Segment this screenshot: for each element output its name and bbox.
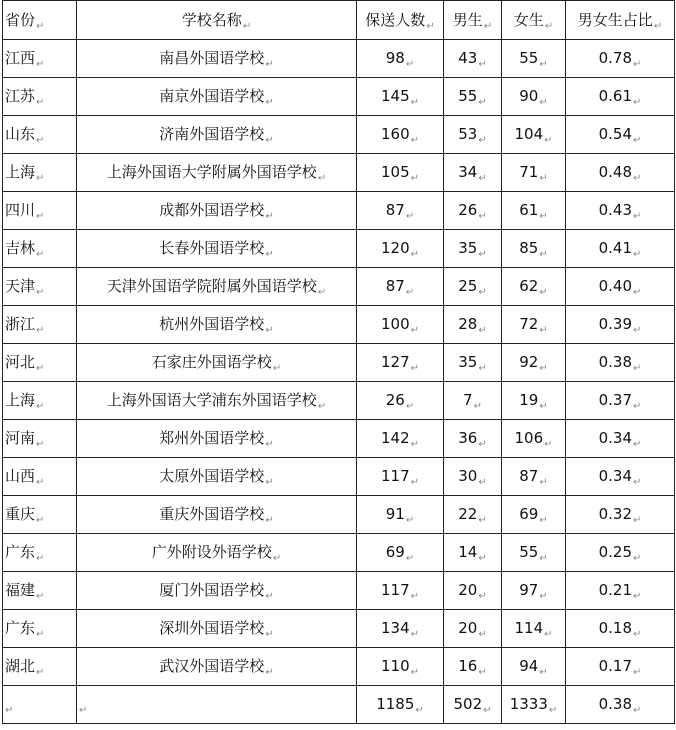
table-row <box>3 192 675 230</box>
paragraph-mark-icon: ↵ <box>265 515 274 526</box>
paragraph-mark-icon: ↵ <box>410 591 420 602</box>
province-cell: 天津↵ <box>3 268 77 306</box>
female-count-cell: 106↵ <box>502 420 566 458</box>
admitted-count-cell: 91↵ <box>357 496 444 534</box>
school-name-cell: 杭州外国语学校↵ <box>77 306 357 344</box>
paragraph-mark-icon: ↵ <box>36 135 45 146</box>
paragraph-mark-icon: ↵ <box>36 363 45 374</box>
paragraph-mark-icon: ↵ <box>410 439 420 450</box>
school-name-cell: 厦门外国语学校↵ <box>77 572 357 610</box>
province-cell: 福建↵ <box>3 572 77 610</box>
female-count-cell: 97↵ <box>502 572 566 610</box>
paragraph-mark-icon: ↵ <box>633 515 642 526</box>
paragraph-mark-icon: ↵ <box>478 249 487 260</box>
male-count-cell: 22↵ <box>444 496 502 534</box>
table-row <box>3 154 675 192</box>
admitted-count-cell: 105↵ <box>357 154 444 192</box>
paragraph-mark-icon: ↵ <box>36 439 45 450</box>
paragraph-mark-icon: ↵ <box>539 553 548 564</box>
paragraph-mark-icon: ↵ <box>36 667 45 678</box>
female-count-cell: 19↵ <box>502 382 566 420</box>
male-count-cell: 28↵ <box>444 306 502 344</box>
male-count-cell: 20↵ <box>444 572 502 610</box>
header-province: 省份↵ <box>3 1 77 40</box>
province-cell: 湖北↵ <box>3 648 77 686</box>
province-cell: 江西↵ <box>3 40 77 78</box>
male-count-cell: 35↵ <box>444 344 502 382</box>
paragraph-mark-icon: ↵ <box>478 477 487 488</box>
table-row <box>3 116 675 154</box>
paragraph-mark-icon: ↵ <box>633 59 642 70</box>
school-name-cell: 上海外国语大学附属外国语学校↵ <box>77 154 357 192</box>
paragraph-mark-icon: ↵ <box>539 59 548 70</box>
paragraph-mark-icon: ↵ <box>405 515 415 526</box>
admitted-count-cell: 26↵ <box>357 382 444 420</box>
ratio-cell: 0.43↵ <box>566 192 675 230</box>
paragraph-mark-icon: ↵ <box>405 553 415 564</box>
paragraph-mark-icon: ↵ <box>36 401 45 412</box>
paragraph-mark-icon: ↵ <box>478 591 487 602</box>
ratio-cell: 0.18↵ <box>566 610 675 648</box>
ratio-cell: 0.34↵ <box>566 458 675 496</box>
header-male: 男生↵ <box>444 1 502 40</box>
paragraph-mark-icon: ↵ <box>633 629 642 640</box>
table-row <box>3 230 675 268</box>
admitted-count-cell: 142↵ <box>357 420 444 458</box>
admitted-count-cell: 117↵ <box>357 572 444 610</box>
paragraph-mark-icon: ↵ <box>265 667 274 678</box>
table-row <box>3 268 675 306</box>
paragraph-mark-icon: ↵ <box>633 401 642 412</box>
table-row <box>3 534 675 572</box>
paragraph-mark-icon: ↵ <box>317 401 327 412</box>
paragraph-mark-icon: ↵ <box>265 97 274 108</box>
total-admitted-count: 1185↵ <box>357 686 444 724</box>
male-count-cell: 36↵ <box>444 420 502 458</box>
paragraph-mark-icon: ↵ <box>633 135 642 146</box>
paragraph-mark-icon: ↵ <box>478 439 487 450</box>
table-header-row <box>3 1 675 40</box>
table-row <box>3 382 675 420</box>
school-name-cell: 天津外国语学院附属外国语学校↵ <box>77 268 357 306</box>
total-female: 1333↵ <box>502 686 566 724</box>
paragraph-mark-icon: ↵ <box>265 629 274 640</box>
paragraph-mark-icon: ↵ <box>539 477 548 488</box>
paragraph-mark-icon: ↵ <box>265 477 274 488</box>
paragraph-mark-icon: ↵ <box>265 249 274 260</box>
paragraph-mark-icon: ↵ <box>478 97 487 108</box>
school-name-cell: 济南外国语学校↵ <box>77 116 357 154</box>
school-name-cell: 郑州外国语学校↵ <box>77 420 357 458</box>
admitted-count-cell: 160↵ <box>357 116 444 154</box>
province-cell: 重庆↵ <box>3 496 77 534</box>
female-count-cell: 69↵ <box>502 496 566 534</box>
school-name-cell: 重庆外国语学校↵ <box>77 496 357 534</box>
admitted-count-cell: 69↵ <box>357 534 444 572</box>
male-count-cell: 14↵ <box>444 534 502 572</box>
header-school-name: 学校名称↵ <box>77 1 357 40</box>
paragraph-mark-icon: ↵ <box>633 667 642 678</box>
paragraph-mark-icon: ↵ <box>633 249 642 260</box>
province-cell: 吉林↵ <box>3 230 77 268</box>
ratio-cell: 0.39↵ <box>566 306 675 344</box>
school-name-cell: 太原外国语学校↵ <box>77 458 357 496</box>
paragraph-mark-icon: ↵ <box>272 553 282 564</box>
table-row <box>3 306 675 344</box>
paragraph-mark-icon: ↵ <box>633 173 642 184</box>
female-count-cell: 55↵ <box>502 40 566 78</box>
female-count-cell: 92↵ <box>502 344 566 382</box>
admitted-count-cell: 127↵ <box>357 344 444 382</box>
province-cell: 江苏↵ <box>3 78 77 116</box>
ratio-cell: 0.41↵ <box>566 230 675 268</box>
paragraph-mark-icon: ↵ <box>539 287 548 298</box>
admitted-count-cell: 100↵ <box>357 306 444 344</box>
admitted-count-cell: 87↵ <box>357 268 444 306</box>
admitted-count-cell: 87↵ <box>357 192 444 230</box>
paragraph-mark-icon: ↵ <box>539 667 548 678</box>
header-admitted-count: 保送人数↵ <box>357 1 444 40</box>
province-cell: 四川↵ <box>3 192 77 230</box>
admitted-count-cell: 120↵ <box>357 230 444 268</box>
male-count-cell: 7↵ <box>444 382 502 420</box>
school-name-cell: 上海外国语大学浦东外国语学校↵ <box>77 382 357 420</box>
female-count-cell: 90↵ <box>502 78 566 116</box>
ratio-cell: 0.34↵ <box>566 420 675 458</box>
province-cell: 上海↵ <box>3 154 77 192</box>
header-male-female-ratio: 男女生占比↵ <box>566 1 675 40</box>
table-row <box>3 572 675 610</box>
female-count-cell: 71↵ <box>502 154 566 192</box>
paragraph-mark-icon: ↵ <box>36 287 45 298</box>
male-count-cell: 53↵ <box>444 116 502 154</box>
paragraph-mark-icon: ↵ <box>633 553 642 564</box>
paragraph-mark-icon: ↵ <box>36 97 45 108</box>
paragraph-mark-icon: ↵ <box>36 325 45 336</box>
female-count-cell: 87↵ <box>502 458 566 496</box>
paragraph-mark-icon: ↵ <box>539 173 548 184</box>
paragraph-mark-icon: ↵ <box>36 553 45 564</box>
paragraph-mark-icon: ↵ <box>633 591 642 602</box>
paragraph-mark-icon: ↵ <box>633 477 642 488</box>
paragraph-mark-icon: ↵ <box>265 59 274 70</box>
table-row <box>3 610 675 648</box>
ratio-cell: 0.38↵ <box>566 344 675 382</box>
paragraph-mark-icon: ↵ <box>265 325 274 336</box>
male-count-cell: 16↵ <box>444 648 502 686</box>
paragraph-mark-icon: ↵ <box>36 173 45 184</box>
male-count-cell: 43↵ <box>444 40 502 78</box>
paragraph-mark-icon: ↵ <box>478 135 487 146</box>
school-name-cell: 长春外国语学校↵ <box>77 230 357 268</box>
admitted-count-cell: 145↵ <box>357 78 444 116</box>
ratio-cell: 0.48↵ <box>566 154 675 192</box>
paragraph-mark-icon: ↵ <box>478 363 487 374</box>
total-male: 502↵ <box>444 686 502 724</box>
admitted-count-cell: 117↵ <box>357 458 444 496</box>
ratio-cell: 0.78↵ <box>566 40 675 78</box>
province-cell: 浙江↵ <box>3 306 77 344</box>
female-count-cell: 55↵ <box>502 534 566 572</box>
province-cell: 山东↵ <box>3 116 77 154</box>
paragraph-mark-icon: ↵ <box>265 135 274 146</box>
paragraph-mark-icon: ↵ <box>405 59 415 70</box>
province-cell: 河南↵ <box>3 420 77 458</box>
paragraph-mark-icon: ↵ <box>544 135 553 146</box>
paragraph-mark-icon: ↵ <box>405 211 415 222</box>
paragraph-mark-icon: ↵ <box>539 363 548 374</box>
paragraph-mark-icon: ↵ <box>405 287 415 298</box>
female-count-cell: 62↵ <box>502 268 566 306</box>
paragraph-mark-icon: ↵ <box>265 439 274 450</box>
paragraph-mark-icon: ↵ <box>317 173 327 184</box>
admitted-count-cell: 98↵ <box>357 40 444 78</box>
paragraph-mark-icon: ↵ <box>36 515 45 526</box>
paragraph-mark-icon: ↵ <box>478 515 487 526</box>
paragraph-mark-icon: ↵ <box>539 401 548 412</box>
province-cell: 上海↵ <box>3 382 77 420</box>
table-body <box>3 40 675 686</box>
ratio-cell: 0.21↵ <box>566 572 675 610</box>
paragraph-mark-icon: ↵ <box>473 401 482 412</box>
paragraph-mark-icon: ↵ <box>539 591 548 602</box>
paragraph-mark-icon: ↵ <box>478 59 487 70</box>
total-ratio: 0.38↵ <box>566 686 675 724</box>
paragraph-mark-icon: ↵ <box>410 667 420 678</box>
paragraph-mark-icon: ↵ <box>410 363 420 374</box>
admitted-count-cell: 134↵ <box>357 610 444 648</box>
paragraph-mark-icon: ↵ <box>410 325 420 336</box>
paragraph-mark-icon: ↵ <box>405 401 415 412</box>
school-name-cell: 深圳外国语学校↵ <box>77 610 357 648</box>
male-count-cell: 34↵ <box>444 154 502 192</box>
header-female: 女生↵ <box>502 1 566 40</box>
paragraph-mark-icon: ↵ <box>478 173 487 184</box>
male-count-cell: 25↵ <box>444 268 502 306</box>
paragraph-mark-icon: ↵ <box>36 477 45 488</box>
paragraph-mark-icon: ↵ <box>544 439 553 450</box>
male-count-cell: 35↵ <box>444 230 502 268</box>
paragraph-mark-icon: ↵ <box>539 211 548 222</box>
school-name-cell: 石家庄外国语学校↵ <box>77 344 357 382</box>
table-row <box>3 648 675 686</box>
table-row <box>3 496 675 534</box>
paragraph-mark-icon: ↵ <box>539 249 548 260</box>
paragraph-mark-icon: ↵ <box>539 515 548 526</box>
province-cell: 广东↵ <box>3 534 77 572</box>
total-row <box>3 686 675 724</box>
ratio-cell: 0.61↵ <box>566 78 675 116</box>
ratio-cell: 0.40↵ <box>566 268 675 306</box>
female-count-cell: 114↵ <box>502 610 566 648</box>
school-admission-table <box>2 0 675 724</box>
table-row <box>3 344 675 382</box>
paragraph-mark-icon: ↵ <box>36 59 45 70</box>
table-row <box>3 40 675 78</box>
paragraph-mark-icon: ↵ <box>633 439 642 450</box>
document-page <box>2 0 674 728</box>
province-cell: 广东↵ <box>3 610 77 648</box>
paragraph-mark-icon: ↵ <box>478 629 487 640</box>
male-count-cell: 55↵ <box>444 78 502 116</box>
paragraph-mark-icon: ↵ <box>410 477 420 488</box>
table-row <box>3 458 675 496</box>
paragraph-mark-icon: ↵ <box>36 211 45 222</box>
table-row <box>3 78 675 116</box>
paragraph-mark-icon: ↵ <box>36 591 45 602</box>
paragraph-mark-icon: ↵ <box>265 211 274 222</box>
school-name-cell: 南京外国语学校↵ <box>77 78 357 116</box>
paragraph-mark-icon: ↵ <box>265 591 274 602</box>
ratio-cell: 0.32↵ <box>566 496 675 534</box>
paragraph-mark-icon: ↵ <box>36 249 45 260</box>
paragraph-mark-icon: ↵ <box>478 667 487 678</box>
province-cell: 山西↵ <box>3 458 77 496</box>
paragraph-mark-icon: ↵ <box>478 553 487 564</box>
paragraph-mark-icon: ↵ <box>410 135 420 146</box>
paragraph-mark-icon: ↵ <box>633 211 642 222</box>
male-count-cell: 20↵ <box>444 610 502 648</box>
total-province-cell: ↵ <box>3 686 77 724</box>
female-count-cell: 72↵ <box>502 306 566 344</box>
paragraph-mark-icon: ↵ <box>633 325 642 336</box>
paragraph-mark-icon: ↵ <box>539 97 548 108</box>
school-name-cell: 南昌外国语学校↵ <box>77 40 357 78</box>
total-school-cell: ↵ <box>77 686 357 724</box>
paragraph-mark-icon: ↵ <box>410 249 420 260</box>
paragraph-mark-icon: ↵ <box>272 363 282 374</box>
paragraph-mark-icon: ↵ <box>36 629 45 640</box>
paragraph-mark-icon: ↵ <box>633 363 642 374</box>
paragraph-mark-icon: ↵ <box>410 629 420 640</box>
paragraph-mark-icon: ↵ <box>478 287 487 298</box>
paragraph-mark-icon: ↵ <box>539 325 548 336</box>
school-name-cell: 广外附设外语学校↵ <box>77 534 357 572</box>
male-count-cell: 26↵ <box>444 192 502 230</box>
paragraph-mark-icon: ↵ <box>317 287 327 298</box>
paragraph-mark-icon: ↵ <box>410 173 420 184</box>
female-count-cell: 104↵ <box>502 116 566 154</box>
province-cell: 河北↵ <box>3 344 77 382</box>
table-row <box>3 420 675 458</box>
female-count-cell: 94↵ <box>502 648 566 686</box>
paragraph-mark-icon: ↵ <box>410 97 420 108</box>
paragraph-mark-icon: ↵ <box>633 97 642 108</box>
paragraph-mark-icon: ↵ <box>478 325 487 336</box>
ratio-cell: 0.25↵ <box>566 534 675 572</box>
male-count-cell: 30↵ <box>444 458 502 496</box>
admitted-count-cell: 110↵ <box>357 648 444 686</box>
paragraph-mark-icon: ↵ <box>478 211 487 222</box>
paragraph-mark-icon: ↵ <box>544 629 553 640</box>
ratio-cell: 0.54↵ <box>566 116 675 154</box>
female-count-cell: 61↵ <box>502 192 566 230</box>
female-count-cell: 85↵ <box>502 230 566 268</box>
ratio-cell: 0.37↵ <box>566 382 675 420</box>
school-name-cell: 成都外国语学校↵ <box>77 192 357 230</box>
ratio-cell: 0.17↵ <box>566 648 675 686</box>
paragraph-mark-icon: ↵ <box>633 287 642 298</box>
school-name-cell: 武汉外国语学校↵ <box>77 648 357 686</box>
